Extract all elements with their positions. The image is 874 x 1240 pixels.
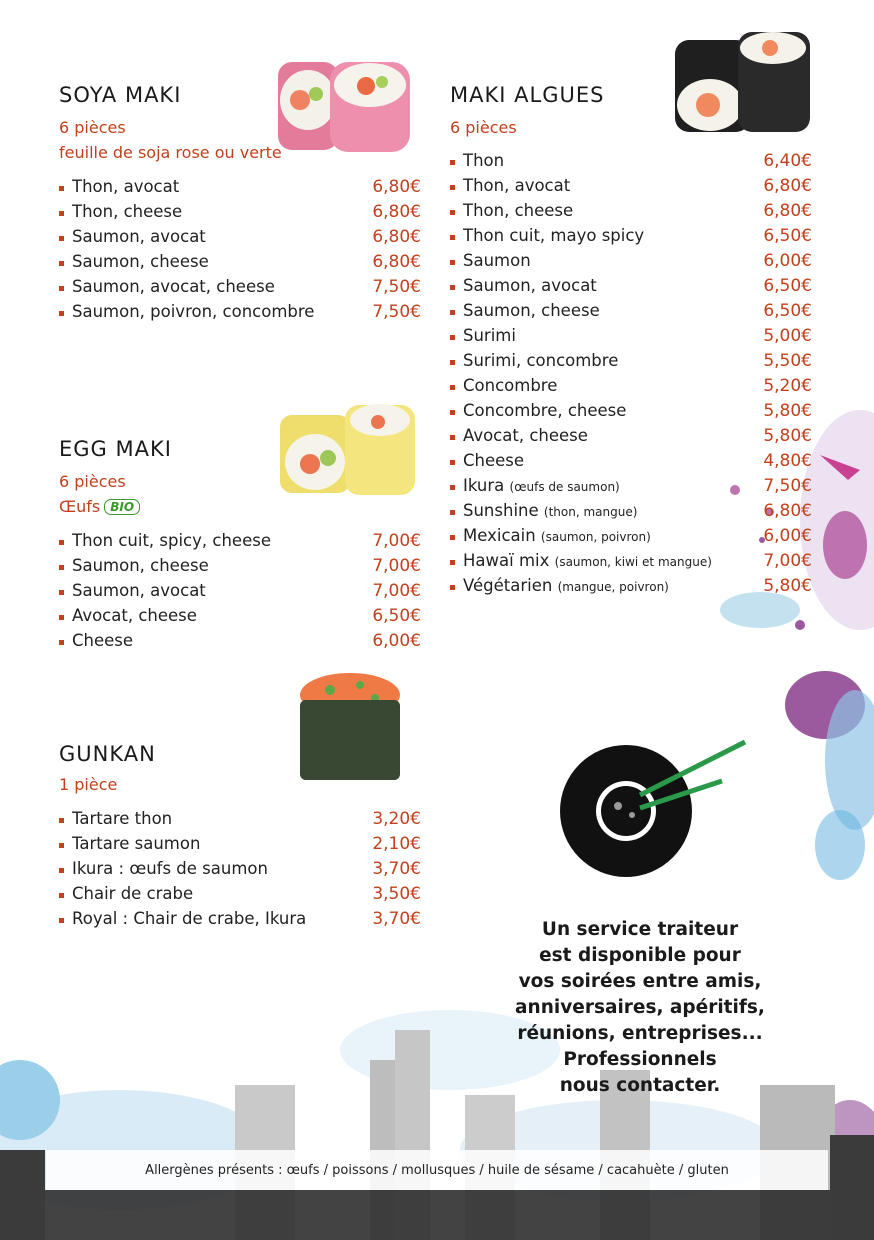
item-price: 7,50€ (372, 302, 421, 322)
item-name: Surimi, concombre (463, 351, 619, 370)
item-name: Royal : Chair de crabe, Ikura (72, 909, 307, 928)
catering-line: est disponible pour (539, 945, 741, 966)
item-name: Avocat, cheese (72, 606, 197, 625)
item-name: Ikura : œufs de saumon (72, 859, 268, 878)
menu-item (450, 576, 812, 601)
menu-item (59, 277, 421, 302)
item-name: Thon cuit, mayo spicy (463, 226, 645, 245)
menu-item (59, 631, 421, 656)
item-price: 5,80€ (763, 401, 812, 421)
item-name: Concombre (463, 376, 558, 395)
item-price: 6,80€ (763, 176, 812, 196)
item-name: Tartare saumon (72, 834, 201, 853)
item-name: Saumon, avocat, cheese (72, 277, 275, 296)
item-name: Saumon, cheese (72, 252, 209, 271)
menu-item (59, 859, 421, 884)
item-name: Ikura (œufs de saumon) (463, 476, 620, 495)
menu-item (59, 606, 421, 631)
item-name: Thon, avocat (463, 176, 571, 195)
item-name: Surimi (463, 326, 516, 345)
menu-list (59, 531, 421, 656)
catering-line: nous contacter. (559, 1075, 721, 1096)
item-name: Thon cuit, spicy, cheese (72, 531, 271, 550)
catering-line: anniversaires, apéritifs, (515, 997, 765, 1018)
menu-item (59, 581, 421, 606)
menu-item (59, 909, 421, 934)
item-name: Thon, avocat (72, 177, 180, 196)
menu-item (450, 176, 812, 201)
menu-item (450, 201, 812, 226)
menu-item (450, 426, 812, 451)
item-name: Chair de crabe (72, 884, 194, 903)
item-name: Thon, cheese (72, 202, 183, 221)
item-price: 6,80€ (372, 227, 421, 247)
item-price: 5,50€ (763, 351, 812, 371)
item-price: 5,80€ (763, 576, 812, 596)
item-name: Saumon, cheese (463, 301, 600, 320)
item-name: Saumon, avocat (72, 581, 206, 600)
menu-item (59, 202, 421, 227)
menu-item (450, 476, 812, 501)
menu-item (450, 351, 812, 376)
section-subtitle (59, 494, 421, 519)
item-price: 3,70€ (372, 859, 421, 879)
menu-item (59, 302, 421, 327)
menu-item (59, 809, 421, 834)
bio-badge: BIO (104, 499, 140, 515)
item-name: Sunshine (thon, mangue) (463, 501, 638, 520)
item-name: Thon, cheese (463, 201, 574, 220)
item-price: 7,50€ (372, 277, 421, 297)
item-price: 2,10€ (372, 834, 421, 854)
catering-notice (505, 917, 775, 1099)
menu-item (59, 531, 421, 556)
section-maki-algues (450, 83, 812, 601)
menu-item (450, 526, 812, 551)
item-name: Avocat, cheese (463, 426, 588, 445)
item-price: 6,50€ (763, 226, 812, 246)
item-price: 6,80€ (372, 177, 421, 197)
item-name: Thon (463, 151, 505, 170)
menu-item (450, 301, 812, 326)
menu-item (450, 326, 812, 351)
item-price: 6,00€ (763, 526, 812, 546)
section-subtitle: feuille de soja rose ou verte (59, 143, 282, 162)
menu-item (59, 252, 421, 277)
menu-item (450, 226, 812, 251)
item-price: 5,20€ (763, 376, 812, 396)
item-price: 6,50€ (763, 301, 812, 321)
eggs-label: Œufs (59, 497, 101, 516)
item-price: 6,00€ (763, 251, 812, 271)
menu-list (450, 151, 812, 601)
item-price: 6,80€ (763, 201, 812, 221)
menu-item (59, 556, 421, 581)
item-price: 6,80€ (763, 501, 812, 521)
item-price: 6,40€ (763, 151, 812, 171)
item-price: 6,80€ (372, 252, 421, 272)
item-price: 6,50€ (372, 606, 421, 626)
allergens-note: Allergènes présents : œufs / poissons / mollusques / huile de sésame / cacahuète / gluten (145, 1163, 729, 1178)
item-name: Mexicain (saumon, poivron) (463, 526, 651, 545)
section-soya-maki (59, 83, 421, 327)
catering-line: vos soirées entre amis, (518, 971, 762, 992)
item-name: Hawaï mix (saumon, kiwi et mangue) (463, 551, 712, 570)
item-price: 3,70€ (372, 909, 421, 929)
menu-item (450, 551, 812, 576)
menu-item (450, 276, 812, 301)
menu-item (450, 151, 812, 176)
item-price: 7,00€ (763, 551, 812, 571)
menu-item (450, 251, 812, 276)
item-price: 7,00€ (372, 581, 421, 601)
item-name: Tartare thon (72, 809, 173, 828)
item-name: Saumon, poivron, concombre (72, 302, 315, 321)
item-name: Saumon, avocat (72, 227, 206, 246)
item-price: 7,00€ (372, 531, 421, 551)
item-price: 4,80€ (763, 451, 812, 471)
item-name: Saumon, cheese (72, 556, 209, 575)
menu-list (59, 809, 421, 934)
section-pieces: 6 pièces (450, 118, 517, 137)
item-price: 3,50€ (372, 884, 421, 904)
item-name: Saumon, avocat (463, 276, 597, 295)
item-name: Cheese (72, 631, 134, 650)
section-gunkan (59, 742, 421, 934)
item-price: 7,50€ (763, 476, 812, 496)
menu-list (59, 177, 421, 327)
menu-item (450, 501, 812, 526)
item-name: Végétarien (mangue, poivron) (463, 576, 669, 595)
section-title: EGG MAKI (59, 437, 172, 461)
item-name: Saumon (463, 251, 531, 270)
menu-item (450, 451, 812, 476)
restaurant-logo (560, 742, 745, 877)
item-name: Cheese (463, 451, 525, 470)
section-pieces: 1 pièce (59, 775, 118, 794)
item-price: 6,80€ (372, 202, 421, 222)
item-price: 3,20€ (372, 809, 421, 829)
section-egg-maki (59, 437, 421, 656)
section-title: MAKI ALGUES (450, 83, 605, 107)
item-name: Concombre, cheese (463, 401, 627, 420)
item-price: 6,50€ (763, 276, 812, 296)
menu-item (59, 884, 421, 909)
menu-item (450, 376, 812, 401)
menu-item (59, 834, 421, 859)
item-price: 6,00€ (372, 631, 421, 651)
section-pieces: 6 pièces (59, 472, 126, 491)
item-price: 5,80€ (763, 426, 812, 446)
item-price: 7,00€ (372, 556, 421, 576)
section-title: GUNKAN (59, 742, 156, 766)
menu-item (59, 177, 421, 202)
catering-line: Professionnels (563, 1049, 717, 1070)
catering-line: réunions, entreprises... (517, 1023, 763, 1044)
menu-item (450, 401, 812, 426)
section-title: SOYA MAKI (59, 83, 182, 107)
item-price: 5,00€ (763, 326, 812, 346)
catering-line: Un service traiteur (541, 919, 739, 940)
section-pieces: 6 pièces (59, 118, 126, 137)
menu-item (59, 227, 421, 252)
